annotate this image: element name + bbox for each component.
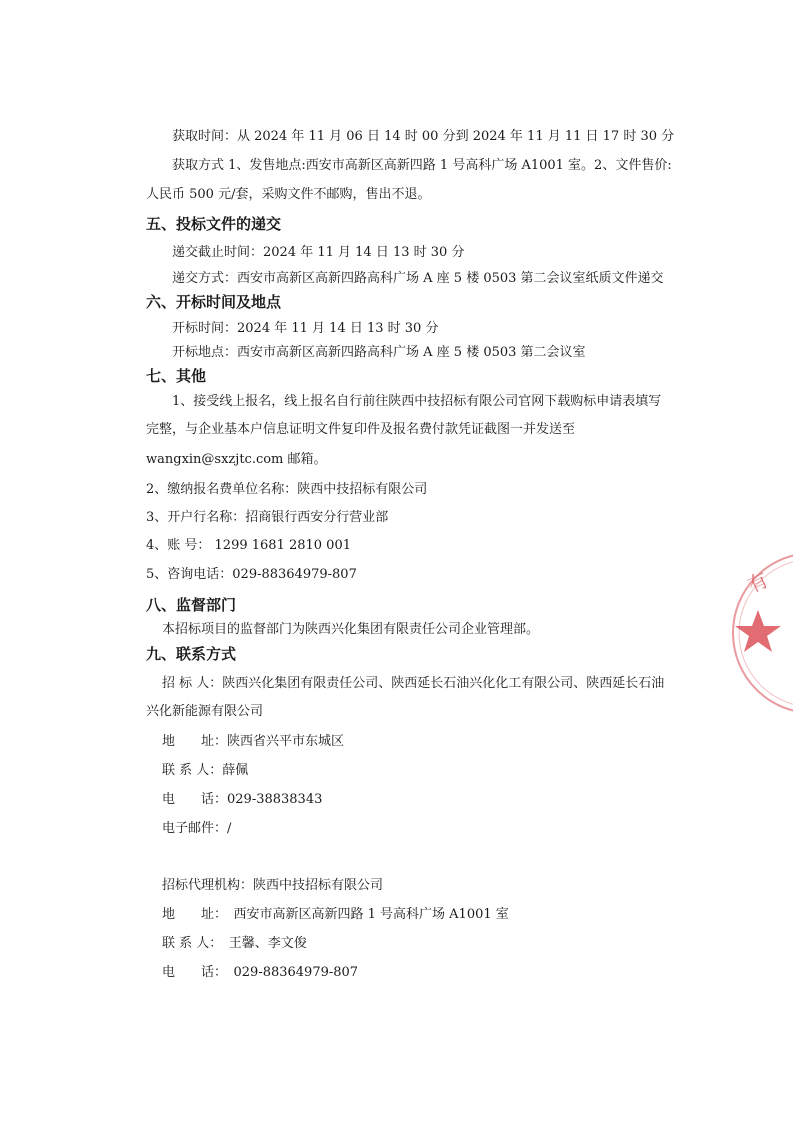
agency-name: 招标代理机构：陕西中技招标有限公司: [162, 878, 384, 893]
other-item5: 5、咨询电话：029-88364979-807: [146, 567, 357, 582]
agency-phone: 电 话： 029-88364979-807: [162, 965, 359, 980]
tenderer-phone: 电 话：029-38838343: [162, 792, 323, 807]
other-item4: 4、账 号： 1299 1681 2810 001: [146, 538, 351, 553]
other-item1-line1: 1、接受线上报名，线上报名自行前往陕西中技招标有限公司官网下载购标申请表填写: [172, 394, 662, 409]
seal-text: 有: [743, 567, 772, 598]
submission-method: 递交方式：西安市高新区高新四路高科广场 A 座 5 楼 0503 第二会议室纸质文件递交: [172, 271, 664, 286]
opening-place: 开标地点：西安市高新区高新四路高科广场 A 座 5 楼 0503 第二会议室: [172, 345, 586, 360]
obtain-method-line1: 获取方式 1、发售地点:西安市高新区高新四路 1 号高科广场 A1001 室。2、文件售价:: [172, 158, 672, 173]
tenderer-email: 电子邮件：/: [162, 821, 232, 836]
submission-deadline: 递交截止时间：2024 年 11 月 14 日 13 时 30 分: [172, 245, 465, 260]
tenderer-line2: 兴化新能源有限公司: [146, 704, 264, 719]
tenderer-contact: 联 系 人：薛佩: [162, 763, 249, 778]
seal-star-icon: [735, 610, 781, 652]
section-heading-bid-submission: 五、投标文件的递交: [146, 215, 282, 233]
tenderer-line1: 招 标 人：陕西兴化集团有限责任公司、陕西延长石油兴化化工有限公司、陕西延长石油: [162, 676, 665, 691]
section-heading-supervision: 八、监督部门: [146, 596, 237, 614]
other-item3: 3、开户行名称：招商银行西安分行营业部: [146, 510, 389, 525]
agency-address: 地 址： 西安市高新区高新四路 1 号高科广场 A1001 室: [162, 907, 509, 922]
other-item2: 2、缴纳报名费单位名称：陕西中技招标有限公司: [146, 482, 428, 497]
other-item1-line3: wangxin@sxzjtc.com 邮箱。: [146, 452, 327, 467]
opening-time: 开标时间：2024 年 11 月 14 日 13 时 30 分: [172, 321, 439, 336]
obtain-method-line2: 人民币 500 元/套，采购文件不邮购，售出不退。: [146, 187, 431, 202]
obtain-time: 获取时间：从 2024 年 11 月 06 日 14 时 00 分到 2024 年 11 月 11 日 17 时 30 分: [172, 129, 675, 144]
supervision-text: 本招标项目的监督部门为陕西兴化集团有限责任公司企业管理部。: [162, 622, 540, 637]
other-item1-line2: 完整，与企业基本户信息证明文件复印件及报名费付款凭证截图一并发送至: [146, 422, 576, 437]
tenderer-address: 地 址：陕西省兴平市东城区: [162, 734, 345, 749]
section-heading-other: 七、其他: [146, 367, 207, 385]
official-seal-stamp: [728, 548, 793, 718]
section-heading-opening: 六、开标时间及地点: [146, 293, 282, 311]
agency-contact: 联 系 人： 王馨、李文俊: [162, 936, 307, 951]
section-heading-contact: 九、联系方式: [146, 645, 237, 663]
